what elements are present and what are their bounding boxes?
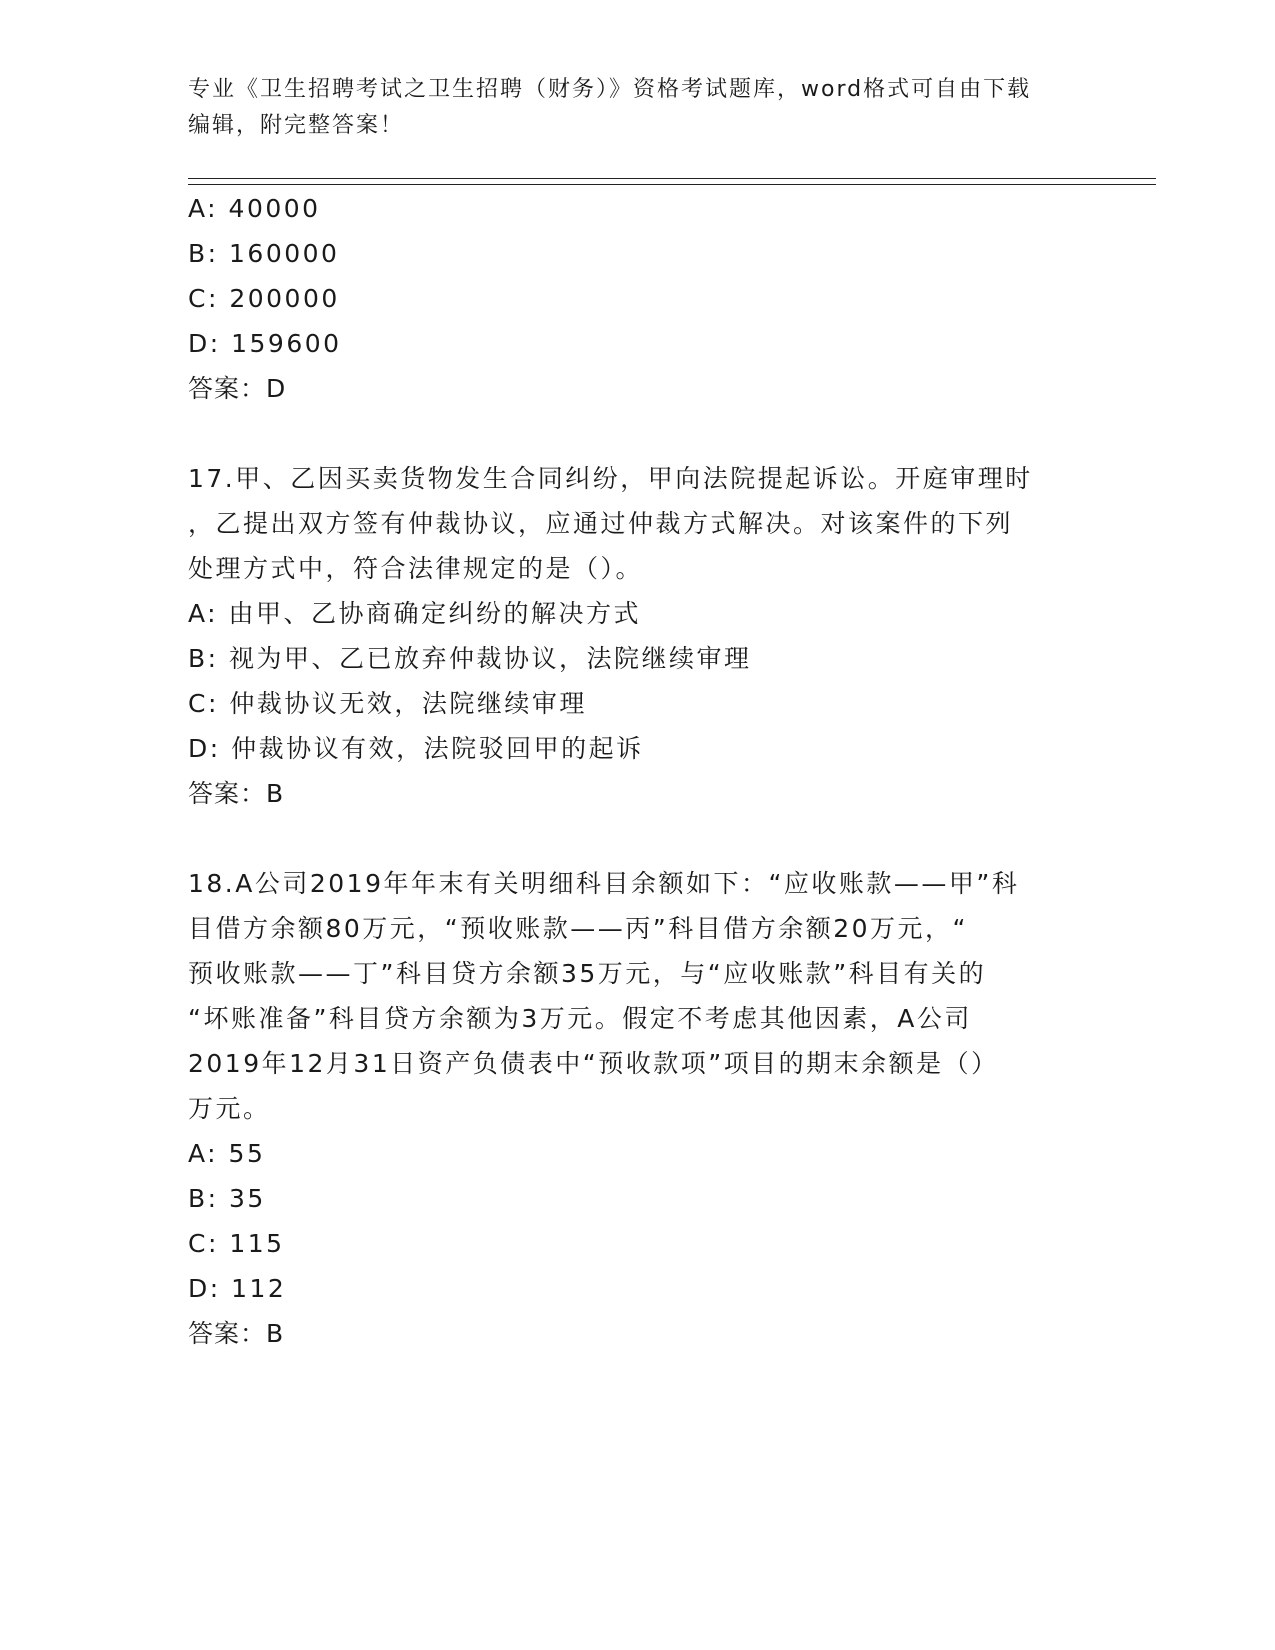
q17-stem-line-1: 17.甲、乙因买卖货物发生合同纠纷，甲向法院提起诉讼。开庭审理时 bbox=[188, 464, 1033, 493]
q17-stem-line-3: 处理方式中，符合法律规定的是（）。 bbox=[188, 554, 644, 583]
q18-stem-line-6: 万元。 bbox=[188, 1094, 271, 1123]
document-header bbox=[188, 72, 1088, 144]
q18-stem-line-2: 目借方余额80万元，“预收账款——丙”科目借方余额20万元，“ bbox=[188, 914, 968, 943]
q16-option-c: C: 200000 bbox=[188, 284, 340, 313]
header-line-2: 编辑，附完整答案！ bbox=[188, 113, 405, 138]
q17-option-d: D: 仲裁协议有效，法院驳回甲的起诉 bbox=[188, 734, 644, 763]
header-line-1: 专业《卫生招聘考试之卫生招聘（财务）》资格考试题库，word格式可自由下载 bbox=[188, 77, 1032, 102]
q16-option-b: B: 160000 bbox=[188, 239, 340, 268]
q16-option-d: D: 159600 bbox=[188, 329, 342, 358]
q17-option-a: A: 由甲、乙协商确定纠纷的解决方式 bbox=[188, 599, 642, 628]
q18-option-a: A: 55 bbox=[188, 1139, 266, 1168]
q18-option-d: D: 112 bbox=[188, 1274, 287, 1303]
q17-option-c: C: 仲裁协议无效，法院继续审理 bbox=[188, 689, 587, 718]
q16-answer: 答案：D bbox=[188, 374, 287, 403]
q18-stem-line-1: 18.A公司2019年年末有关明细科目余额如下：“应收账款——甲”科 bbox=[188, 869, 1020, 898]
q16-option-a: A: 40000 bbox=[188, 194, 321, 223]
header-divider-bottom bbox=[188, 184, 1156, 185]
q18-stem-line-3: 预收账款——丁”科目贷方余额35万元，与“应收账款”科目有关的 bbox=[188, 959, 987, 988]
q18-option-c: C: 115 bbox=[188, 1229, 285, 1258]
q17-option-b: B: 视为甲、乙已放弃仲裁协议，法院继续审理 bbox=[188, 644, 752, 673]
q18-answer: 答案：B bbox=[188, 1319, 285, 1348]
q18-stem-line-5: 2019年12月31日资产负债表中“预收款项”项目的期末余额是（） bbox=[188, 1049, 999, 1078]
header-divider-top bbox=[188, 178, 1156, 179]
q17-answer: 答案：B bbox=[188, 779, 285, 808]
q18-option-b: B: 35 bbox=[188, 1184, 266, 1213]
q18-stem-line-4: “坏账准备”科目贷方余额为3万元。假定不考虑其他因素，A公司 bbox=[188, 1004, 972, 1033]
q17-stem-line-2: ，乙提出双方签有仲裁协议，应通过仲裁方式解决。对该案件的下列 bbox=[188, 509, 1014, 538]
